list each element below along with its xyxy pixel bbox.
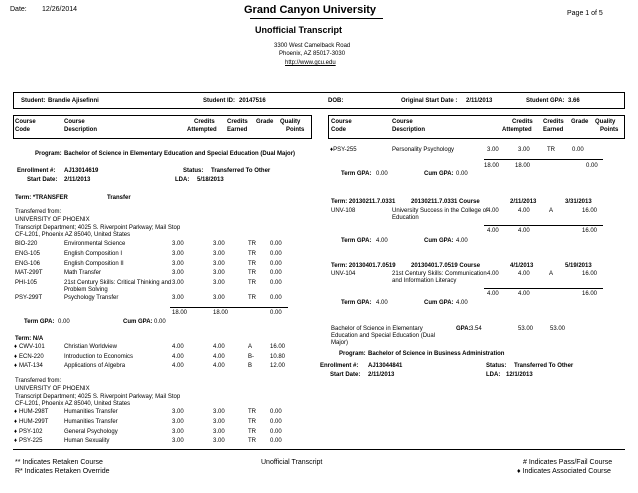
term4-total-earned: 4.00 bbox=[518, 291, 530, 297]
associated-course-icon: ♦ bbox=[14, 344, 18, 350]
course-code: ♦PSY-255 bbox=[330, 147, 357, 153]
footer-title: Unofficial Transcript bbox=[261, 459, 323, 466]
course-attempted: 3.00 bbox=[172, 419, 184, 425]
course-earned: 3.00 bbox=[213, 295, 225, 301]
course-earned: 4.00 bbox=[213, 354, 225, 360]
transfer-department: Transcript Department; 4025 S. Riverpoint Parkway; Mail Stop CF-L201, Phoenix AZ 85040, United States bbox=[15, 225, 181, 239]
course-attempted: 4.00 bbox=[487, 208, 499, 214]
term-total-qp: 0.00 bbox=[270, 310, 282, 316]
associated-course-icon: ♦ bbox=[14, 354, 18, 360]
course-code: HUM-299T bbox=[19, 419, 49, 425]
course-earned: 4.00 bbox=[213, 363, 225, 369]
summary-gpa: 3.54 bbox=[470, 326, 482, 332]
col-attempted: Attempted bbox=[187, 127, 217, 133]
course-earned: 3.00 bbox=[213, 261, 225, 267]
course-qp: 0.00 bbox=[270, 270, 282, 276]
term-total-attempted: 18.00 bbox=[172, 310, 188, 316]
term-transfer-label: Term: *TRANSFER bbox=[15, 195, 68, 201]
course-code: UNV-108 bbox=[331, 208, 356, 214]
term3-label: Term: 20130211.7.0331 bbox=[331, 199, 396, 205]
term0-total-earned: 18.00 bbox=[515, 163, 531, 169]
start-date-value: 2/11/2013 bbox=[64, 177, 91, 183]
course-grade: TR bbox=[248, 251, 256, 257]
term-gpa-value: 0.00 bbox=[58, 319, 70, 325]
course-qp: 0.00 bbox=[270, 295, 282, 301]
col-description: Description bbox=[64, 127, 98, 133]
term3-cum-label: Cum GPA: bbox=[424, 238, 454, 244]
original-start-label: Original Start Date : bbox=[401, 98, 458, 104]
course-description: Personality Psychology bbox=[392, 147, 455, 153]
course-earned: 3.00 bbox=[213, 251, 225, 257]
course-attempted: 3.00 bbox=[172, 270, 184, 276]
course-code: ENG-105 bbox=[15, 251, 41, 257]
course-qp: 16.00 bbox=[270, 344, 286, 350]
start-date2-label: Start Date: bbox=[330, 372, 361, 378]
col-attempted-r: Attempted bbox=[502, 127, 532, 133]
course-qp: 0.00 bbox=[270, 280, 282, 286]
enrollment-number: AJ13014619 bbox=[64, 168, 99, 174]
summary-earned: 53.00 bbox=[550, 326, 566, 332]
term-na-label: Term: N/A bbox=[15, 336, 44, 342]
course-description: 21st Century Skills: Critical Thinking and Problem Solving bbox=[64, 280, 172, 294]
course-earned: 3.00 bbox=[213, 241, 225, 247]
course-qp: 16.00 bbox=[582, 271, 598, 277]
course-code: PSY-102 bbox=[19, 429, 43, 435]
term3-start: 2/11/2013 bbox=[510, 199, 537, 205]
transfer2-department: Transcript Department; 4025 S. Riverpoint Parkway; Mail Stop CF-L201, Phoenix AZ 85040, United States bbox=[15, 394, 181, 408]
term3-total-qp: 16.00 bbox=[582, 228, 598, 234]
col-earned-r: Earned bbox=[543, 127, 564, 133]
col-course-desc: Course bbox=[64, 119, 85, 125]
col-grade: Grade bbox=[256, 119, 274, 125]
col-points: Points bbox=[286, 127, 305, 133]
lda-value: 5/18/2013 bbox=[197, 177, 224, 183]
course-code: PSY-299T bbox=[15, 295, 43, 301]
course-grade: TR bbox=[248, 438, 256, 444]
status-value: Transferred To Other bbox=[211, 168, 271, 174]
col-code: Code bbox=[15, 127, 30, 133]
term3-total-earned: 4.00 bbox=[518, 228, 530, 234]
course-attempted: 3.00 bbox=[172, 295, 184, 301]
website-link[interactable]: http://www.gcu.edu bbox=[285, 60, 336, 66]
course-grade: TR bbox=[248, 270, 256, 276]
course-grade: A bbox=[549, 271, 554, 277]
course-code: CWV-101 bbox=[19, 344, 45, 350]
course-description: Environmental Science bbox=[64, 241, 126, 247]
col-credits-att-r: Credits bbox=[512, 119, 533, 125]
term-gpa-label: Term GPA: bbox=[24, 319, 55, 325]
course-description: Humanities Transfer bbox=[64, 419, 118, 425]
address-line-2: Phoenix, AZ 85017-3030 bbox=[279, 51, 346, 57]
col-earned: Earned bbox=[227, 127, 248, 133]
course-qp: 10.80 bbox=[270, 354, 286, 360]
start-date-label: Start Date: bbox=[27, 177, 58, 183]
date-value: 12/26/2014 bbox=[42, 6, 78, 13]
term4-cum-gpa: 4.00 bbox=[456, 300, 468, 306]
course-code: ENG-106 bbox=[15, 261, 41, 267]
associated-course-icon: ♦ bbox=[14, 409, 18, 415]
course-grade: TR bbox=[248, 261, 256, 267]
col-code-r: Code bbox=[331, 127, 346, 133]
term4-gpa: 4.00 bbox=[376, 300, 388, 306]
enrollment2-label: Enrollment #: bbox=[320, 363, 359, 369]
associated-course-icon: ♦ bbox=[330, 147, 334, 153]
course-grade: TR bbox=[248, 429, 256, 435]
course-grade: TR bbox=[248, 419, 256, 425]
course-code: UNV-104 bbox=[331, 271, 356, 277]
course-qp: 0.00 bbox=[270, 419, 282, 425]
course-attempted: 3.00 bbox=[172, 429, 184, 435]
term-total-earned: 18.00 bbox=[213, 310, 229, 316]
course-description: 21st Century Skills: Communication and Information Literacy bbox=[392, 271, 487, 285]
term4-course: 20130401.7.0519 Course bbox=[411, 263, 481, 269]
course-grade: TR bbox=[248, 295, 256, 301]
col-course: Course bbox=[15, 119, 36, 125]
course-attempted: 3.00 bbox=[172, 438, 184, 444]
term4-label: Term: 20130401.7.0519 bbox=[331, 263, 396, 269]
enrollment2-number: AJ13044841 bbox=[368, 363, 403, 369]
course-code: PSY-225 bbox=[19, 438, 43, 444]
col-quality-r: Quality bbox=[595, 119, 616, 125]
footer-retaken-note: ** Indicates Retaken Course bbox=[15, 459, 103, 466]
course-earned: 4.00 bbox=[518, 208, 530, 214]
status-label: Status: bbox=[183, 168, 204, 174]
term0-total-qp: 0.00 bbox=[586, 163, 598, 169]
program2-label: Program: bbox=[339, 351, 366, 357]
enrollment-label: Enrollment #: bbox=[17, 168, 56, 174]
lda-label: LDA: bbox=[175, 177, 190, 183]
term4-end: 5/19/2013 bbox=[565, 263, 592, 269]
course-attempted: 3.00 bbox=[172, 280, 184, 286]
footer-associated-note: ♦ Indicates Associated Course bbox=[517, 468, 611, 475]
cum-gpa-value: 0.00 bbox=[154, 319, 166, 325]
footer-passfail-note: # Indicates Pass/Fail Course bbox=[523, 459, 613, 466]
course-grade: A bbox=[248, 344, 253, 350]
course-description: Psychology Transfer bbox=[64, 295, 119, 301]
original-start-date: 2/11/2013 bbox=[466, 98, 493, 104]
status2-value: Transferred To Other bbox=[514, 363, 574, 369]
course-description: Christian Worldview bbox=[64, 344, 117, 350]
associated-course-icon: ♦ bbox=[14, 429, 18, 435]
course-description: Math Transfer bbox=[64, 270, 102, 276]
course-description: English Composition II bbox=[64, 261, 124, 267]
transfer2-from-label: Transferred from: bbox=[15, 378, 62, 384]
term3-gpa-label: Term GPA: bbox=[341, 238, 372, 244]
course-description: Humanities Transfer bbox=[64, 409, 118, 415]
course-qp: 0.00 bbox=[572, 147, 584, 153]
transfer-from-label: Transferred from: bbox=[15, 209, 62, 215]
course-earned: 3.00 bbox=[518, 147, 530, 153]
term0-gpa-label: Term GPA: bbox=[341, 171, 372, 177]
lda2-label: LDA: bbox=[486, 372, 501, 378]
course-earned: 4.00 bbox=[518, 271, 530, 277]
program2-name: Bachelor of Science in Business Administration bbox=[368, 351, 505, 357]
course-code: PHI-105 bbox=[15, 280, 38, 286]
student-gpa: 3.66 bbox=[568, 98, 580, 104]
course-qp: 0.00 bbox=[270, 438, 282, 444]
course-grade: TR bbox=[248, 241, 256, 247]
lda2-value: 12/1/2013 bbox=[506, 372, 533, 378]
page-number: Page 1 of 5 bbox=[567, 10, 603, 17]
transfer-school: UNIVERSITY OF PHOENIX bbox=[15, 217, 90, 223]
course-description: Human Sexuality bbox=[64, 438, 110, 444]
student-id: 20147516 bbox=[239, 98, 266, 104]
course-code: MAT-134 bbox=[19, 363, 43, 369]
footer-override-note: R* Indicates Retaken Override bbox=[15, 468, 110, 475]
col-credits-earn: Credits bbox=[227, 119, 248, 125]
course-earned: 3.00 bbox=[213, 409, 225, 415]
col-quality: Quality bbox=[280, 119, 301, 125]
transfer2-school: UNIVERSITY OF PHOENIX bbox=[15, 386, 90, 392]
student-gpa-label: Student GPA: bbox=[526, 98, 565, 104]
course-attempted: 3.00 bbox=[172, 409, 184, 415]
course-attempted: 3.00 bbox=[172, 261, 184, 267]
course-earned: 3.00 bbox=[213, 438, 225, 444]
term3-end: 3/31/2013 bbox=[565, 199, 592, 205]
course-grade: B- bbox=[248, 354, 254, 360]
course-grade: A bbox=[549, 208, 554, 214]
program-name: Bachelor of Science in Elementary Education and Special Education (Dual Major) bbox=[64, 151, 296, 157]
course-qp: 12.00 bbox=[270, 363, 286, 369]
university-name: Grand Canyon University bbox=[244, 4, 377, 16]
course-code: HUM-298T bbox=[19, 409, 49, 415]
course-qp: 0.00 bbox=[270, 251, 282, 257]
term4-total-attempted: 4.00 bbox=[487, 291, 499, 297]
course-qp: 0.00 bbox=[270, 429, 282, 435]
course-attempted: 4.00 bbox=[172, 344, 184, 350]
associated-course-icon: ♦ bbox=[14, 438, 18, 444]
address-line-1: 3300 West Camelback Road bbox=[274, 43, 351, 49]
course-grade: TR bbox=[547, 147, 555, 153]
term-transfer-type: Transfer bbox=[107, 195, 131, 201]
term4-total-qp: 16.00 bbox=[582, 291, 598, 297]
course-earned: 3.00 bbox=[213, 419, 225, 425]
associated-course-icon: ♦ bbox=[14, 363, 18, 369]
col-points-r: Points bbox=[600, 127, 619, 133]
associated-course-icon: ♦ bbox=[14, 419, 18, 425]
term4-gpa-label: Term GPA: bbox=[341, 300, 372, 306]
dob-label: DOB: bbox=[328, 98, 344, 104]
course-attempted: 3.00 bbox=[487, 147, 499, 153]
course-earned: 3.00 bbox=[213, 270, 225, 276]
cum-gpa-label: Cum GPA: bbox=[123, 319, 153, 325]
course-description: General Psychology bbox=[64, 429, 118, 435]
term0-gpa: 0.00 bbox=[376, 171, 388, 177]
summary-program: Bachelor of Science in Elementary Education and Special Education (Dual Major) bbox=[331, 326, 436, 347]
term3-gpa: 4.00 bbox=[376, 238, 388, 244]
student-id-label: Student ID: bbox=[203, 98, 235, 104]
course-code: BIO-220 bbox=[15, 241, 38, 247]
course-description: Introduction to Economics bbox=[64, 354, 134, 360]
course-earned: 3.00 bbox=[213, 429, 225, 435]
course-code: MAT-299T bbox=[15, 270, 43, 276]
col-description-r: Description bbox=[392, 127, 426, 133]
course-attempted: 4.00 bbox=[172, 363, 184, 369]
transcript-title: Unofficial Transcript bbox=[255, 25, 343, 35]
term0-total-attempted: 18.00 bbox=[484, 163, 500, 169]
course-qp: 0.00 bbox=[270, 409, 282, 415]
start-date2-value: 2/11/2013 bbox=[368, 372, 395, 378]
col-credits-att: Credits bbox=[194, 119, 215, 125]
term0-cum-label: Cum GPA: bbox=[424, 171, 454, 177]
course-attempted: 3.00 bbox=[172, 241, 184, 247]
course-description: University Success in the College of Education bbox=[392, 208, 488, 222]
term4-start: 4/1/2013 bbox=[510, 263, 534, 269]
col-credits-earn-r: Credits bbox=[543, 119, 564, 125]
course-attempted: 4.00 bbox=[487, 271, 499, 277]
course-grade: B bbox=[248, 363, 253, 369]
course-grade: TR bbox=[248, 280, 256, 286]
program-label: Program: bbox=[35, 151, 62, 157]
course-attempted: 4.00 bbox=[172, 354, 184, 360]
term4-cum-label: Cum GPA: bbox=[424, 300, 454, 306]
summary-gpa-label: GPA: bbox=[456, 326, 471, 332]
course-description: Applications of Algebra bbox=[64, 363, 126, 369]
term3-cum-gpa: 4.00 bbox=[456, 238, 468, 244]
date-label: Date: bbox=[10, 6, 27, 13]
term3-total-attempted: 4.00 bbox=[487, 228, 499, 234]
col-grade-r: Grade bbox=[571, 119, 589, 125]
course-attempted: 3.00 bbox=[172, 251, 184, 257]
course-qp: 16.00 bbox=[582, 208, 598, 214]
col-course-r: Course bbox=[331, 119, 352, 125]
course-qp: 0.00 bbox=[270, 261, 282, 267]
term3-course: 20130211.7.0331 Course bbox=[411, 199, 480, 205]
course-qp: 0.00 bbox=[270, 241, 282, 247]
student-name: Brandie Ajisefinni bbox=[48, 98, 99, 104]
summary-attempted: 53.00 bbox=[518, 326, 534, 332]
status2-label: Status: bbox=[486, 363, 507, 369]
course-earned: 3.00 bbox=[213, 280, 225, 286]
course-description: English Composition I bbox=[64, 251, 123, 257]
course-code: ECN-220 bbox=[19, 354, 44, 360]
col-course-desc-r: Course bbox=[392, 119, 413, 125]
term0-cum-gpa: 0.00 bbox=[456, 171, 468, 177]
course-grade: TR bbox=[248, 409, 256, 415]
course-earned: 4.00 bbox=[213, 344, 225, 350]
student-label: Student: bbox=[21, 98, 46, 104]
